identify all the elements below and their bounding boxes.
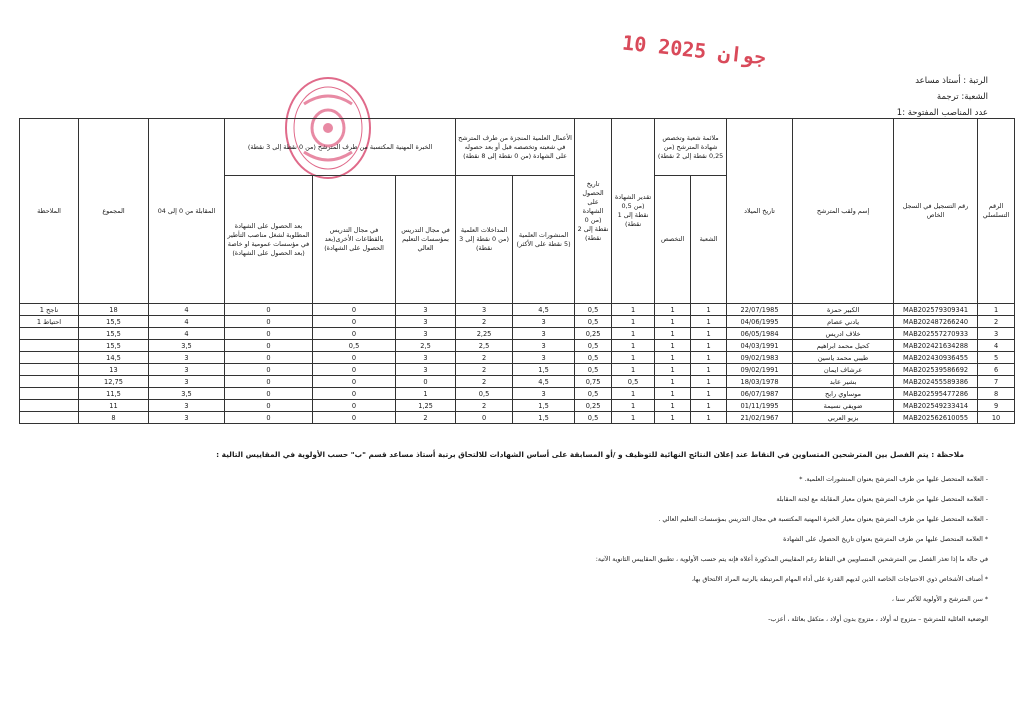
cell-dob: 01/11/1995 (727, 400, 793, 412)
cell-conf: 2,25 (456, 328, 513, 340)
branch-label: الشعبة: ترجمة (936, 92, 988, 102)
cell-sup: 0 (225, 316, 313, 328)
table-row (20, 412, 1015, 424)
table-row (20, 352, 1015, 364)
cell-date: 0,5 (575, 304, 612, 316)
cell-branch: 1 (691, 388, 727, 400)
cell-reg: MAB202539586692 (894, 364, 978, 376)
cell-name: ضويفي نسيمة (793, 400, 894, 412)
table-row (20, 376, 1015, 388)
cell-reg: MAB202421634288 (894, 340, 978, 352)
cell-interview: 3 (149, 352, 225, 364)
col-sci-pub: المنشورات العلمية (5 نقطة على الأكثر) (513, 176, 575, 304)
cell-branch: 1 (691, 400, 727, 412)
cell-sup: 0 (225, 364, 313, 376)
cell-spec: 1 (655, 364, 691, 376)
cell-branch: 1 (691, 412, 727, 424)
cell-date: 0,5 (575, 340, 612, 352)
cell-dob: 18/03/1978 (727, 376, 793, 388)
col-experience: الخبرة المهنية المكتسبة من طرف المترشح (من 0 نقطة إلى 3 نقطة) (225, 119, 456, 176)
cell-higher: 1,25 (396, 400, 456, 412)
cell-interview: 3 (149, 364, 225, 376)
cell-conf: 0 (456, 412, 513, 424)
cell-spec: 1 (655, 304, 691, 316)
cell-grade: 0,5 (612, 376, 655, 388)
col-sci-conf: المداخلات العلمية (من 0 نقطة إلى 3 نقطة) (456, 176, 513, 304)
candidates-table (19, 118, 1015, 424)
cell-spec: 1 (655, 388, 691, 400)
table-row (20, 328, 1015, 340)
cell-dob: 22/07/1985 (727, 304, 793, 316)
cell-remark: ناجح 1 (20, 304, 79, 316)
criteria-item: * العلامة المتحصل عليها من طرف المترشح بعنوان تاريخ الحصول على الشهادة (783, 536, 988, 543)
cell-pub: 1,5 (513, 400, 575, 412)
cell-date: 0,75 (575, 376, 612, 388)
cell-n: 9 (978, 400, 1015, 412)
cell-total: 8 (79, 412, 149, 424)
cell-date: 0,5 (575, 388, 612, 400)
cell-date: 0,25 (575, 400, 612, 412)
cell-date: 0,25 (575, 328, 612, 340)
cell-grade: 1 (612, 388, 655, 400)
cell-other: 0 (313, 400, 396, 412)
col-fit: ملائمة شعبة وتخصص شهادة المترشح (من 0,25 نقطة إلى 2 نقطة) (655, 119, 727, 176)
cell-pub: 3 (513, 328, 575, 340)
cell-n: 10 (978, 412, 1015, 424)
cell-remark (20, 400, 79, 412)
cell-grade: 1 (612, 340, 655, 352)
criteria-item: الوضعية العائلية للمترشح – متزوج له أولاد ، متزوج بدون أولاد ، متكفل بعائلة ، أعزب- (768, 616, 988, 623)
cell-other: 0 (313, 316, 396, 328)
cell-pub: 1,5 (513, 412, 575, 424)
cell-name: عرشاف ايمان (793, 364, 894, 376)
cell-n: 2 (978, 316, 1015, 328)
cell-grade: 1 (612, 400, 655, 412)
table-body (20, 304, 1015, 424)
criteria-list (596, 470, 988, 630)
cell-conf: 2 (456, 364, 513, 376)
cell-total: 15,5 (79, 316, 149, 328)
cell-other: 0 (313, 328, 396, 340)
cell-total: 11 (79, 400, 149, 412)
cell-dob: 06/05/1984 (727, 328, 793, 340)
col-registration: رقم التسجيل في السجل الخاص (894, 119, 978, 304)
cell-interview: 4 (149, 316, 225, 328)
cell-pub: 4,5 (513, 376, 575, 388)
cell-grade: 1 (612, 328, 655, 340)
cell-grade: 1 (612, 304, 655, 316)
cell-remark (20, 376, 79, 388)
cell-higher: 3 (396, 316, 456, 328)
cell-other: 0 (313, 352, 396, 364)
cell-higher: 3 (396, 352, 456, 364)
cell-spec: 1 (655, 328, 691, 340)
cell-higher: 3 (396, 328, 456, 340)
cell-reg: MAB202549233414 (894, 400, 978, 412)
col-interview: المقابلة من 0 إلى 04 (149, 119, 225, 304)
cell-date: 0,5 (575, 412, 612, 424)
cell-higher: 2,5 (396, 340, 456, 352)
cell-grade: 1 (612, 316, 655, 328)
cell-name: بشير عابد (793, 376, 894, 388)
cell-pub: 1,5 (513, 364, 575, 376)
cell-spec: 1 (655, 376, 691, 388)
cell-interview: 3 (149, 400, 225, 412)
criteria-item: - العلامة المتحصل عليها من طرف المترشح بعنوان المنشورات العلمية. * (799, 476, 988, 483)
cell-spec: 1 (655, 352, 691, 364)
cell-n: 7 (978, 376, 1015, 388)
cell-reg: MAB202455589386 (894, 376, 978, 388)
cell-total: 14,5 (79, 352, 149, 364)
cell-name: الكبير حمزة (793, 304, 894, 316)
cell-n: 1 (978, 304, 1015, 316)
cell-other: 0,5 (313, 340, 396, 352)
col-remark: الملاحظة (20, 119, 79, 304)
cell-total: 13 (79, 364, 149, 376)
cell-other: 0 (313, 388, 396, 400)
cell-pub: 3 (513, 316, 575, 328)
cell-interview: 4 (149, 304, 225, 316)
criteria-item: - العلامة المتحصل عليها من طرف المترشح بعنوان معيار الخبرة المهنية المكتسبة في مجال التدريس بمؤسسات التعليم العالي . (658, 516, 988, 523)
cell-n: 8 (978, 388, 1015, 400)
col-total: المجموع (79, 119, 149, 304)
cell-remark (20, 388, 79, 400)
table-row (20, 400, 1015, 412)
cell-remark: احتياط 1 (20, 316, 79, 328)
cell-interview: 3 (149, 376, 225, 388)
table-row (20, 304, 1015, 316)
cell-higher: 2 (396, 412, 456, 424)
col-exp-higher: في مجال التدريس بمؤسسات التعليم العالي (396, 176, 456, 304)
cell-interview: 3 (149, 412, 225, 424)
rank-label: الرتبة : أستاذ مساعد (915, 76, 988, 86)
cell-grade: 1 (612, 412, 655, 424)
cell-name: كحيل محمد ابراهيم (793, 340, 894, 352)
cell-interview: 3,5 (149, 340, 225, 352)
cell-remark (20, 364, 79, 376)
cell-dob: 04/06/1995 (727, 316, 793, 328)
cell-name: يادني عصام (793, 316, 894, 328)
cell-conf: 2 (456, 316, 513, 328)
cell-date: 0,5 (575, 364, 612, 376)
posts-label: عدد المناصب المفتوحة :1 (896, 108, 988, 118)
cell-n: 6 (978, 364, 1015, 376)
note-text: ملاحظة : يتم الفصل بين المترشحين المتساوين في النقاط عند إعلان النتائج النهائية للتوظيف و /أو المسابقة على أساس الشهادات للالتحاق برتبة أستاذ مساعد قسم "ب" حسب الأولوية في المقاييس التالية : (216, 450, 964, 459)
table-row (20, 316, 1015, 328)
cell-conf: 2,5 (456, 340, 513, 352)
cell-n: 4 (978, 340, 1015, 352)
cell-reg: MAB202562610055 (894, 412, 978, 424)
cell-branch: 1 (691, 304, 727, 316)
cell-interview: 3,5 (149, 388, 225, 400)
cell-sup: 0 (225, 304, 313, 316)
cell-sup: 0 (225, 412, 313, 424)
cell-other: 0 (313, 304, 396, 316)
col-exp-other: في مجال التدريس بالقطاعات الأخرى(بعد الحصول على الشهادة) (313, 176, 396, 304)
cell-reg: MAB202579309341 (894, 304, 978, 316)
cell-interview: 4 (149, 328, 225, 340)
date-stamp: 10 جوان 2025 (621, 30, 768, 70)
criteria-item: * أصناف الأشخاص ذوي الاحتياجات الخاصة الذين لديهم القدرة على أداء المهام المرتبطة بالرتبة المراد الالتحاق بها، (691, 576, 988, 583)
cell-conf: 0,5 (456, 388, 513, 400)
cell-pub: 3 (513, 340, 575, 352)
col-dob: تاريخ الميلاد (727, 119, 793, 304)
criteria-item: في حالة ما إذا تعذر الفصل بين المترشحين المتساويين في النقاط رغم المقاييس المذكورة أعلاه فإنه يتم حسب الأولوية ، تطبيق المقاييس الثانوية الآتية: (595, 556, 988, 563)
cell-total: 15,5 (79, 328, 149, 340)
cell-grade: 1 (612, 364, 655, 376)
cell-conf: 2 (456, 376, 513, 388)
cell-date: 0,5 (575, 352, 612, 364)
table-row (20, 364, 1015, 376)
cell-reg: MAB202557270933 (894, 328, 978, 340)
cell-higher: 3 (396, 364, 456, 376)
cell-pub: 4,5 (513, 304, 575, 316)
col-fit-spec: التخصص (655, 176, 691, 304)
criteria-item: * سن المترشح و الأولوية للأكبر سنا ، (891, 596, 988, 603)
cell-total: 12,75 (79, 376, 149, 388)
cell-sup: 0 (225, 352, 313, 364)
cell-total: 11,5 (79, 388, 149, 400)
cell-remark (20, 352, 79, 364)
cell-branch: 1 (691, 328, 727, 340)
cell-sup: 0 (225, 388, 313, 400)
cell-conf: 2 (456, 352, 513, 364)
cell-spec: 1 (655, 412, 691, 424)
cell-branch: 1 (691, 316, 727, 328)
cell-n: 5 (978, 352, 1015, 364)
cell-n: 3 (978, 328, 1015, 340)
cell-reg: MAB202487266240 (894, 316, 978, 328)
cell-branch: 1 (691, 364, 727, 376)
col-date-obtained: تاريخ الحصول على الشهادة (من 0 نقطة إلى 2 نقطة) (575, 119, 612, 304)
cell-other: 0 (313, 412, 396, 424)
col-name: إسم ولقب المترشح (793, 119, 894, 304)
table-row (20, 340, 1015, 352)
cell-other: 0 (313, 376, 396, 388)
cell-dob: 09/02/1983 (727, 352, 793, 364)
cell-branch: 1 (691, 340, 727, 352)
table-row (20, 388, 1015, 400)
cell-spec: 1 (655, 340, 691, 352)
cell-reg: MAB202430936455 (894, 352, 978, 364)
cell-pub: 3 (513, 388, 575, 400)
cell-name: موساوي رابح (793, 388, 894, 400)
cell-other: 0 (313, 364, 396, 376)
cell-sup: 0 (225, 340, 313, 352)
cell-reg: MAB202595477286 (894, 388, 978, 400)
cell-higher: 0 (396, 376, 456, 388)
cell-dob: 06/07/1987 (727, 388, 793, 400)
cell-name: طيبي محمد ياسين (793, 352, 894, 364)
cell-dob: 09/02/1991 (727, 364, 793, 376)
cell-sup: 0 (225, 328, 313, 340)
col-grade: تقدير الشهادة (من 0,5 نقطة إلى 1 نقطة) (612, 119, 655, 304)
cell-dob: 04/03/1991 (727, 340, 793, 352)
criteria-item: - العلامة المتحصل عليها من طرف المترشح بعنوان معيار المقابلة مع لجنة المقابلة (776, 496, 988, 503)
cell-pub: 3 (513, 352, 575, 364)
col-fit-branch: الشعبة (691, 176, 727, 304)
cell-conf: 3 (456, 304, 513, 316)
cell-remark (20, 328, 79, 340)
cell-remark (20, 412, 79, 424)
col-serial: الرقم التسلسلي (978, 119, 1015, 304)
cell-remark (20, 340, 79, 352)
cell-total: 18 (79, 304, 149, 316)
cell-total: 15,5 (79, 340, 149, 352)
cell-dob: 21/02/1967 (727, 412, 793, 424)
cell-name: بزيو العربي (793, 412, 894, 424)
cell-name: خلاف ادريس (793, 328, 894, 340)
col-scientific: الأعمال العلمية المنجزة من طرف المترشح في شعبته وتخصصه قبل أو بعد حصوله على الشهادة (من 0 نقطة إلى 8 نقطة) (456, 119, 575, 176)
cell-sup: 0 (225, 376, 313, 388)
cell-date: 0,5 (575, 316, 612, 328)
cell-spec: 1 (655, 316, 691, 328)
header-info (897, 73, 988, 121)
col-exp-supervision: بعد الحصول على الشهادة المطلوبة لشغل مناصب التأطير في مؤسسات عمومية او خاصة (بعد الحصول على الشهادة) (225, 176, 313, 304)
cell-higher: 1 (396, 388, 456, 400)
cell-higher: 3 (396, 304, 456, 316)
cell-branch: 1 (691, 352, 727, 364)
cell-grade: 1 (612, 352, 655, 364)
cell-conf: 2 (456, 400, 513, 412)
cell-branch: 1 (691, 376, 727, 388)
cell-spec: 1 (655, 400, 691, 412)
cell-sup: 0 (225, 400, 313, 412)
